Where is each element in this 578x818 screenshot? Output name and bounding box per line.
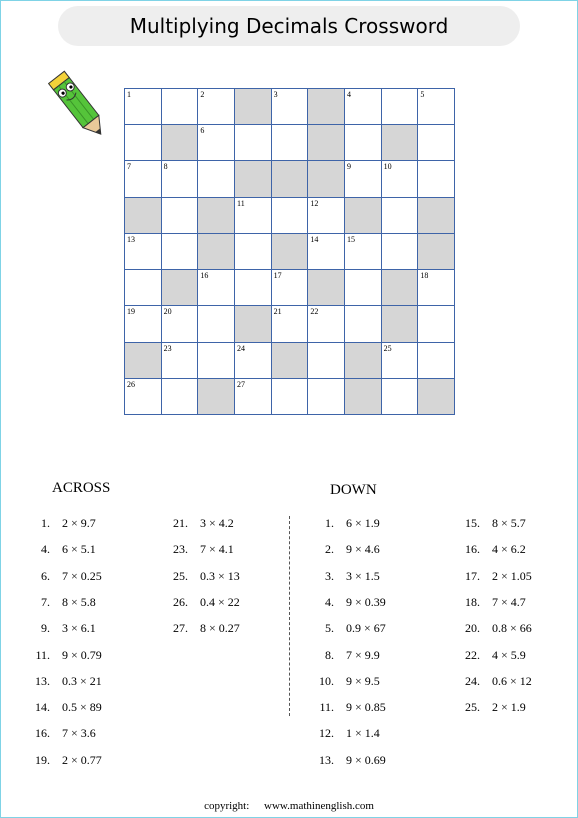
grid-cell[interactable] <box>418 306 455 342</box>
clue-label: 17. <box>465 568 480 583</box>
grid-cell[interactable] <box>418 270 455 306</box>
grid-cell[interactable] <box>125 306 162 342</box>
clue-label: 13. <box>35 673 50 688</box>
grid-cell-shaded <box>345 343 382 379</box>
clue-number: 24 <box>237 343 245 353</box>
clue-item <box>20 516 96 531</box>
clue-label: 20. <box>465 621 480 636</box>
clue-number: 20 <box>163 307 172 317</box>
grid-cell[interactable] <box>272 89 309 125</box>
clue-label: 26. <box>173 594 188 609</box>
clue-item <box>450 516 526 531</box>
clue-item <box>450 542 526 557</box>
grid-cell[interactable] <box>418 343 455 379</box>
clue-number: 7 <box>127 162 131 172</box>
clue-label: 3. <box>325 568 334 583</box>
grid-cell[interactable] <box>308 234 345 270</box>
clue-number: 19 <box>127 307 135 317</box>
clue-number: 5 <box>420 90 425 99</box>
clue-label: 23. <box>173 542 188 557</box>
grid-cell[interactable] <box>162 198 199 234</box>
clue-item <box>20 595 96 610</box>
clue-item <box>158 516 234 531</box>
clue-label: 12. <box>319 726 334 741</box>
clue-item <box>304 753 386 768</box>
grid-cell[interactable] <box>382 161 419 197</box>
grid-cell-shaded <box>272 343 309 379</box>
clue-expression: 9 × 0.39 <box>346 594 386 609</box>
grid-cell[interactable] <box>125 270 162 306</box>
clue-label: 11. <box>319 700 334 715</box>
clue-label: 10. <box>319 673 334 688</box>
clue-expression: 9 × 9.5 <box>346 673 380 688</box>
clue-number: 13 <box>127 234 135 244</box>
clue-expression: 8 × 5.8 <box>62 594 96 609</box>
clue-expression: 2 × 1.9 <box>492 700 526 715</box>
grid-cell[interactable] <box>308 379 345 415</box>
clue-item <box>304 569 380 584</box>
clue-number: 25 <box>383 343 392 353</box>
clue-label: 22. <box>465 647 480 662</box>
grid-cell[interactable] <box>198 343 235 379</box>
clue-item <box>20 569 102 584</box>
grid-cell[interactable] <box>272 306 309 342</box>
clue-expression: 6 × 5.1 <box>62 542 96 557</box>
across-heading: ACROSS <box>52 480 111 496</box>
grid-cell[interactable] <box>418 125 455 161</box>
grid-cell[interactable] <box>272 125 309 161</box>
grid-cell[interactable] <box>382 379 419 415</box>
grid-cell-shaded <box>308 125 345 161</box>
clue-expression: 0.3 × 13 <box>200 568 240 583</box>
clue-label: 9. <box>41 621 50 636</box>
grid-cell[interactable] <box>125 379 162 415</box>
clue-expression: 9 × 0.85 <box>346 700 386 715</box>
grid-cell-shaded <box>308 270 345 306</box>
clue-item <box>304 516 380 531</box>
clue-expression: 9 × 0.69 <box>346 752 386 767</box>
clue-item <box>304 700 386 715</box>
clue-number: 22 <box>310 307 319 317</box>
grid-cell-shaded <box>272 234 309 270</box>
grid-cell[interactable] <box>382 198 419 234</box>
clue-label: 8. <box>325 647 334 662</box>
clue-item <box>450 621 532 636</box>
pencil-mascot-icon <box>48 64 108 146</box>
grid-cell[interactable] <box>308 306 345 342</box>
grid-cell[interactable] <box>345 234 382 270</box>
column-divider <box>289 516 290 716</box>
clue-expression: 3 × 6.1 <box>62 621 96 636</box>
clue-number: 10 <box>383 162 392 172</box>
clue-item <box>158 569 240 584</box>
clue-expression: 1 × 1.4 <box>346 726 380 741</box>
clue-item <box>304 595 386 610</box>
clue-number: 14 <box>310 234 319 244</box>
clue-label: 7. <box>41 594 50 609</box>
grid-cell-shaded <box>198 234 235 270</box>
clue-item <box>450 595 526 610</box>
grid-cell[interactable] <box>125 125 162 161</box>
clue-item <box>20 700 102 715</box>
clue-expression: 4 × 6.2 <box>492 542 526 557</box>
clue-item <box>450 700 526 715</box>
clue-expression: 3 × 1.5 <box>346 568 380 583</box>
grid-cell[interactable] <box>162 306 199 342</box>
clue-label: 4. <box>325 594 334 609</box>
clue-number: 6 <box>200 126 205 136</box>
grid-cell[interactable] <box>125 161 162 197</box>
clue-number: 26 <box>127 379 135 389</box>
clue-expression: 7 × 0.25 <box>62 568 102 583</box>
clue-label: 18. <box>465 594 480 609</box>
clue-expression: 9 × 4.6 <box>346 542 380 557</box>
clue-number: 3 <box>273 90 278 99</box>
clue-number: 2 <box>200 90 205 99</box>
grid-cell-shaded <box>235 161 272 197</box>
clue-item <box>450 569 532 584</box>
grid-cell[interactable] <box>308 343 345 379</box>
clue-number: 27 <box>237 379 245 389</box>
grid-cell-shaded <box>162 125 199 161</box>
clue-label: 1. <box>41 516 50 530</box>
clue-expression: 2 × 1.05 <box>492 568 532 583</box>
grid-cell[interactable] <box>272 270 309 306</box>
clue-item <box>20 726 96 741</box>
clue-item <box>158 595 240 610</box>
grid-cell[interactable] <box>162 343 199 379</box>
grid-cell[interactable] <box>345 270 382 306</box>
grid-cell[interactable] <box>235 379 272 415</box>
grid-cell-shaded <box>198 198 235 234</box>
clue-label: 2. <box>325 542 334 557</box>
clue-expression: 4 × 5.9 <box>492 647 526 662</box>
copyright-label: copyright: <box>204 800 250 812</box>
grid-cell-shaded <box>382 125 419 161</box>
clue-expression: 0.5 × 89 <box>62 700 102 715</box>
grid-cell[interactable] <box>235 234 272 270</box>
grid-cell[interactable] <box>418 89 455 125</box>
clue-label: 1. <box>325 516 334 530</box>
clue-number: 4 <box>347 90 351 99</box>
grid-cell[interactable] <box>235 270 272 306</box>
clue-item <box>158 542 234 557</box>
clue-number: 1 <box>127 90 131 99</box>
grid-cell-shaded <box>162 270 199 306</box>
grid-cell[interactable] <box>125 89 162 125</box>
clue-number: 16 <box>200 271 209 281</box>
worksheet-title: Multiplying Decimals Crossword <box>58 6 520 46</box>
clue-item <box>304 674 380 689</box>
clue-item <box>20 621 96 636</box>
clue-expression: 7 × 4.1 <box>200 542 234 557</box>
clue-expression: 8 × 0.27 <box>200 621 240 636</box>
clue-label: 13. <box>319 752 334 767</box>
grid-cell[interactable] <box>272 198 309 234</box>
copyright-site: www.mathinenglish.com <box>264 800 374 812</box>
clue-expression: 7 × 4.7 <box>492 594 526 609</box>
grid-cell[interactable] <box>198 161 235 197</box>
clue-item <box>304 648 380 663</box>
clue-item <box>20 753 102 768</box>
grid-cell[interactable] <box>162 89 199 125</box>
clue-item <box>20 674 102 689</box>
clue-label: 21. <box>173 516 188 530</box>
clue-expression: 7 × 9.9 <box>346 647 380 662</box>
grid-cell[interactable] <box>308 198 345 234</box>
grid-cell[interactable] <box>198 306 235 342</box>
clue-item <box>450 648 526 663</box>
clue-label: 25. <box>465 700 480 715</box>
clue-number: 18 <box>420 271 429 281</box>
grid-cell[interactable] <box>382 343 419 379</box>
grid-cell-shaded <box>345 198 382 234</box>
grid-cell[interactable] <box>345 306 382 342</box>
clue-label: 5. <box>325 621 334 636</box>
clue-label: 25. <box>173 568 188 583</box>
grid-cell-shaded <box>235 89 272 125</box>
grid-cell-shaded <box>198 379 235 415</box>
clue-item <box>304 542 380 557</box>
clue-label: 16. <box>35 726 50 741</box>
grid-cell-shaded <box>125 343 162 379</box>
grid-cell[interactable] <box>345 161 382 197</box>
grid-cell[interactable] <box>162 379 199 415</box>
clue-label: 24. <box>465 673 480 688</box>
grid-cell[interactable] <box>418 161 455 197</box>
grid-cell[interactable] <box>198 270 235 306</box>
clue-expression: 0.9 × 67 <box>346 621 386 636</box>
grid-cell-shaded <box>382 306 419 342</box>
grid-cell-shaded <box>418 198 455 234</box>
grid-cell-shaded <box>418 379 455 415</box>
clue-expression: 0.4 × 22 <box>200 594 240 609</box>
clue-label: 15. <box>465 516 480 530</box>
clue-label: 16. <box>465 542 480 557</box>
clue-number: 17 <box>273 271 282 281</box>
grid-cell[interactable] <box>162 234 199 270</box>
clue-label: 11. <box>35 647 50 662</box>
clue-item <box>20 542 96 557</box>
clue-expression: 6 × 1.9 <box>346 516 380 530</box>
clue-label: 4. <box>41 542 50 557</box>
copyright-line <box>0 800 578 812</box>
grid-cell[interactable] <box>235 125 272 161</box>
crossword-grid <box>124 88 455 415</box>
grid-cell-shaded <box>125 198 162 234</box>
grid-cell[interactable] <box>198 89 235 125</box>
grid-cell-shaded <box>308 89 345 125</box>
grid-cell[interactable] <box>162 161 199 197</box>
grid-cell-shaded <box>345 379 382 415</box>
clue-label: 6. <box>41 568 50 583</box>
clue-item <box>20 648 102 663</box>
clue-item <box>304 726 380 741</box>
grid-cell-shaded <box>418 234 455 270</box>
clue-expression: 0.8 × 66 <box>492 621 532 636</box>
clue-item <box>158 621 240 636</box>
grid-cell-shaded <box>235 306 272 342</box>
clue-item <box>304 621 386 636</box>
grid-cell[interactable] <box>235 198 272 234</box>
clue-number: 11 <box>237 198 245 208</box>
grid-cell-shaded <box>272 161 309 197</box>
grid-cell[interactable] <box>382 89 419 125</box>
clue-expression: 3 × 4.2 <box>200 516 234 530</box>
grid-cell-shaded <box>308 161 345 197</box>
clue-expression: 9 × 0.79 <box>62 647 102 662</box>
clue-number: 9 <box>347 162 351 172</box>
clue-number: 21 <box>273 307 282 317</box>
clue-number: 12 <box>310 198 319 208</box>
grid-cell[interactable] <box>198 125 235 161</box>
clue-expression: 2 × 9.7 <box>62 516 96 530</box>
grid-cell[interactable] <box>235 343 272 379</box>
down-heading: DOWN <box>330 482 377 498</box>
clue-number: 15 <box>347 234 355 244</box>
clue-label: 27. <box>173 621 188 636</box>
clue-expression: 0.3 × 21 <box>62 673 102 688</box>
clue-number: 23 <box>163 343 172 353</box>
clue-label: 14. <box>35 700 50 715</box>
grid-cell[interactable] <box>345 125 382 161</box>
clue-expression: 7 × 3.6 <box>62 726 96 741</box>
clue-expression: 8 × 5.7 <box>492 516 526 530</box>
grid-cell[interactable] <box>272 379 309 415</box>
clue-expression: 2 × 0.77 <box>62 752 102 767</box>
grid-cell[interactable] <box>345 89 382 125</box>
clue-label: 19. <box>35 752 50 767</box>
grid-cell-shaded <box>382 270 419 306</box>
clue-expression: 0.6 × 12 <box>492 673 532 688</box>
clue-number: 8 <box>163 162 168 172</box>
grid-cell[interactable] <box>125 234 162 270</box>
grid-cell[interactable] <box>382 234 419 270</box>
clue-item <box>450 674 532 689</box>
